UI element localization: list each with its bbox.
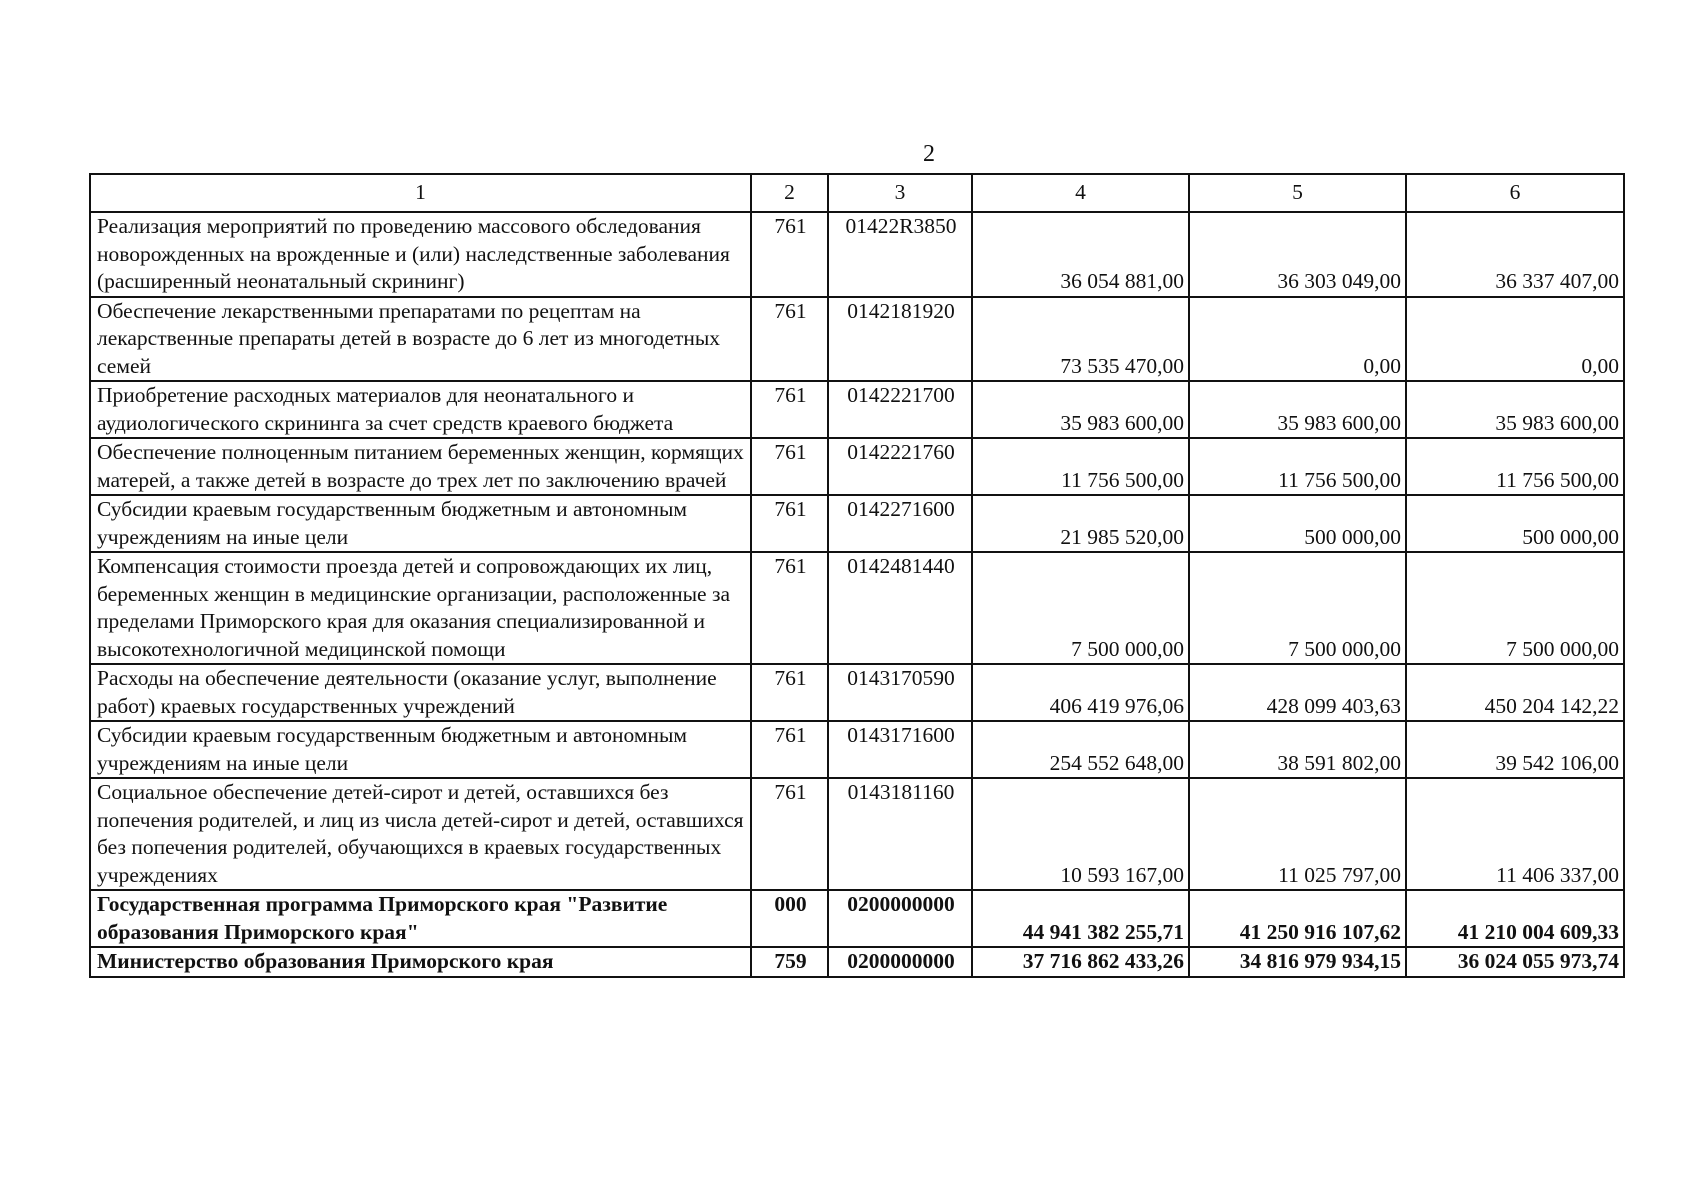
target-article-cell: 0143170590 [828,664,972,721]
ministry-code-cell: 761 [751,721,828,778]
row-name-cell: Субсидии краевым государственным бюджетным и автономным учреждениям на иные цели [90,721,751,778]
ministry-code-cell: 761 [751,495,828,552]
table-row [90,778,1624,890]
table-row [90,947,1624,977]
amount-year3-cell: 36 024 055 973,74 [1406,947,1624,977]
row-name-cell: Министерство образования Приморского края [90,947,751,977]
row-name-cell: Реализация мероприятий по проведению массового обследования новорожденных на врожденные и (или) наследственные заболевания (расширенный неонатальный скрининг) [90,212,751,297]
target-article-cell: 0143171600 [828,721,972,778]
ministry-code-cell: 000 [751,890,828,947]
amount-year1-cell: 21 985 520,00 [972,495,1189,552]
column-header: 6 [1406,174,1624,212]
target-article-cell: 0200000000 [828,947,972,977]
ministry-code-cell: 761 [751,381,828,438]
amount-year3-cell: 500 000,00 [1406,495,1624,552]
column-header: 4 [972,174,1189,212]
ministry-code-cell: 761 [751,297,828,382]
amount-year1-cell: 11 756 500,00 [972,438,1189,495]
amount-year1-cell: 35 983 600,00 [972,381,1189,438]
amount-year1-cell: 44 941 382 255,71 [972,890,1189,947]
amount-year3-cell: 36 337 407,00 [1406,212,1624,297]
amount-year2-cell: 11 025 797,00 [1189,778,1406,890]
row-name-cell: Компенсация стоимости проезда детей и сопровождающих их лиц, беременных женщин в медицинские организации, расположенные за пределами Приморского края для оказания специализированной и высокотехнологичной медицинской помощи [90,552,751,664]
column-header: 3 [828,174,972,212]
column-header: 1 [90,174,751,212]
ministry-code-cell: 761 [751,438,828,495]
table-row [90,552,1624,664]
amount-year2-cell: 34 816 979 934,15 [1189,947,1406,977]
row-name-cell: Обеспечение полноценным питанием беременных женщин, кормящих матерей, а также детей в возрасте до трех лет по заключению врачей [90,438,751,495]
ministry-code-cell: 761 [751,552,828,664]
amount-year2-cell: 38 591 802,00 [1189,721,1406,778]
amount-year1-cell: 37 716 862 433,26 [972,947,1189,977]
amount-year2-cell: 500 000,00 [1189,495,1406,552]
amount-year3-cell: 41 210 004 609,33 [1406,890,1624,947]
amount-year1-cell: 10 593 167,00 [972,778,1189,890]
amount-year2-cell: 7 500 000,00 [1189,552,1406,664]
amount-year2-cell: 35 983 600,00 [1189,381,1406,438]
amount-year1-cell: 254 552 648,00 [972,721,1189,778]
amount-year1-cell: 73 535 470,00 [972,297,1189,382]
row-name-cell: Приобретение расходных материалов для неонатального и аудиологического скрининга за счет средств краевого бюджета [90,381,751,438]
table-header-row [90,174,1624,212]
table-row [90,664,1624,721]
table-row [90,297,1624,382]
ministry-code-cell: 761 [751,664,828,721]
amount-year3-cell: 7 500 000,00 [1406,552,1624,664]
column-header: 2 [751,174,828,212]
amount-year3-cell: 11 406 337,00 [1406,778,1624,890]
target-article-cell: 0142221700 [828,381,972,438]
ministry-code-cell: 761 [751,778,828,890]
amount-year2-cell: 0,00 [1189,297,1406,382]
target-article-cell: 01422R3850 [828,212,972,297]
target-article-cell: 0142271600 [828,495,972,552]
row-name-cell: Государственная программа Приморского края "Развитие образования Приморского края" [90,890,751,947]
row-name-cell: Обеспечение лекарственными препаратами по рецептам на лекарственные препараты детей в возрасте до 6 лет из многодетных семей [90,297,751,382]
amount-year2-cell: 428 099 403,63 [1189,664,1406,721]
target-article-cell: 0142181920 [828,297,972,382]
amount-year3-cell: 450 204 142,22 [1406,664,1624,721]
target-article-cell: 0143181160 [828,778,972,890]
table-row [90,890,1624,947]
target-article-cell: 0200000000 [828,890,972,947]
table-row [90,212,1624,297]
target-article-cell: 0142221760 [828,438,972,495]
amount-year3-cell: 39 542 106,00 [1406,721,1624,778]
amount-year2-cell: 11 756 500,00 [1189,438,1406,495]
table-row [90,381,1624,438]
amount-year2-cell: 36 303 049,00 [1189,212,1406,297]
row-name-cell: Расходы на обеспечение деятельности (оказание услуг, выполнение работ) краевых государственных учреждений [90,664,751,721]
amount-year3-cell: 11 756 500,00 [1406,438,1624,495]
amount-year3-cell: 0,00 [1406,297,1624,382]
table-row [90,721,1624,778]
page-number: 2 [923,141,935,167]
table-row [90,495,1624,552]
target-article-cell: 0142481440 [828,552,972,664]
budget-table-body [90,174,1624,977]
ministry-code-cell: 761 [751,212,828,297]
amount-year1-cell: 406 419 976,06 [972,664,1189,721]
budget-table [89,173,1625,978]
column-header: 5 [1189,174,1406,212]
row-name-cell: Субсидии краевым государственным бюджетным и автономным учреждениям на иные цели [90,495,751,552]
amount-year2-cell: 41 250 916 107,62 [1189,890,1406,947]
row-name-cell: Социальное обеспечение детей-сирот и детей, оставшихся без попечения родителей, и лиц из числа детей-сирот и детей, оставшихся без попечения родителей, обучающихся в краевых государственных учреждениях [90,778,751,890]
amount-year1-cell: 7 500 000,00 [972,552,1189,664]
table-row [90,438,1624,495]
amount-year3-cell: 35 983 600,00 [1406,381,1624,438]
ministry-code-cell: 759 [751,947,828,977]
amount-year1-cell: 36 054 881,00 [972,212,1189,297]
